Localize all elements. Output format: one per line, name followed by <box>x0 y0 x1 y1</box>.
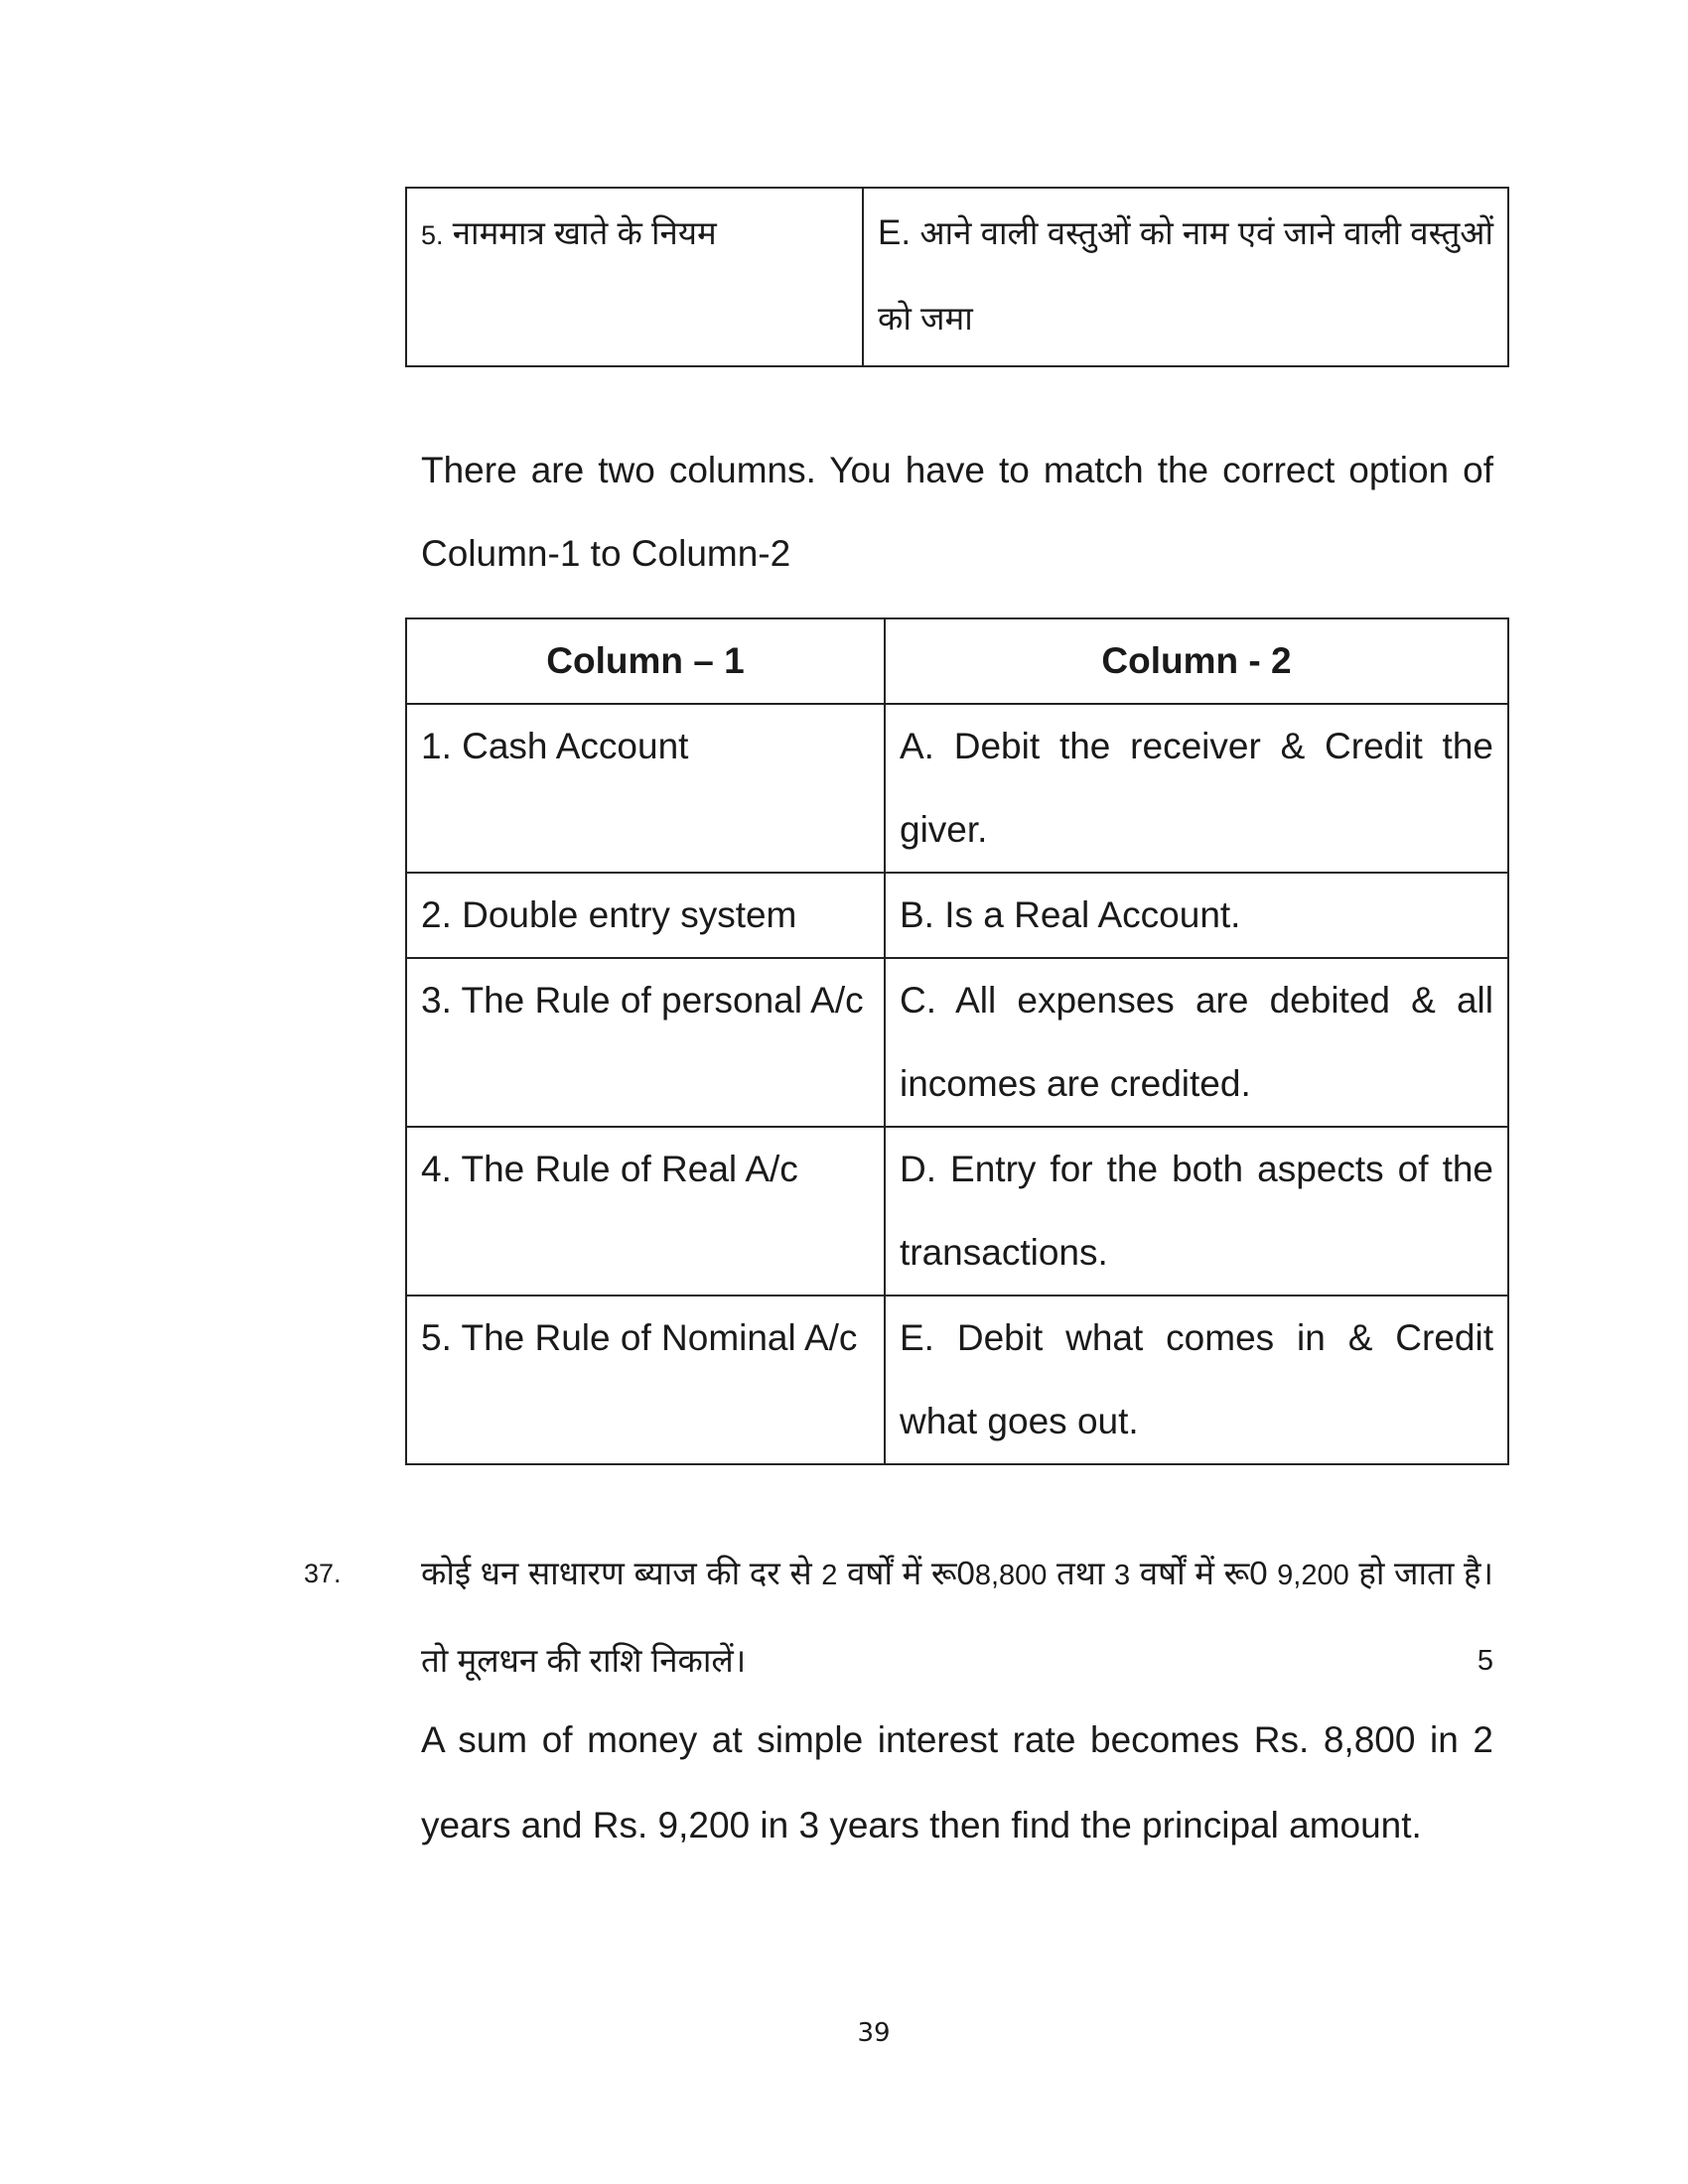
hindi-text: कोई धन साधारण ब्याज की दर से <box>421 1555 812 1591</box>
column-2-cell: C. All expenses are debited & all incomes are credited. <box>885 958 1508 1127</box>
column-1-header: Column – 1 <box>406 618 885 704</box>
item-text: नाममात्र खाते के नियम <box>452 214 717 251</box>
column-2-header: Column - 2 <box>885 618 1508 704</box>
table-header-row <box>406 618 1508 704</box>
hindi-text: तथा <box>1055 1555 1105 1591</box>
table-row <box>406 704 1508 873</box>
hindi-number: 2 <box>821 1560 838 1591</box>
match-columns-table <box>405 617 1509 1465</box>
hindi-number: 9,200 <box>1277 1560 1349 1591</box>
column-1-cell: 1. Cash Account <box>406 704 885 873</box>
column-1-cell: 4. The Rule of Real A/c <box>406 1127 885 1296</box>
table-row <box>406 1296 1508 1464</box>
table-row <box>406 188 1508 366</box>
page-number: 39 <box>857 2018 891 2048</box>
column-2-cell: A. Debit the receiver & Credit the giver. <box>885 704 1508 873</box>
question-english: A sum of money at simple interest rate becomes Rs. 8,800 in 2 years and Rs. 9,200 in 3 years then find the principal amount. <box>421 1719 1493 1845</box>
column-1-cell: 5. The Rule of Nominal A/c <box>406 1296 885 1464</box>
hindi-number: 3 <box>1114 1560 1131 1591</box>
column-2-cell: D. Entry for the both aspects of the transactions. <box>885 1127 1508 1296</box>
hindi-number: 8,800 <box>974 1560 1048 1591</box>
option-letter: E. <box>878 213 912 252</box>
hindi-text: हो जाता है। तो मूलधन की राशि निकालें। <box>421 1555 1493 1679</box>
item-number: 5. <box>421 220 444 250</box>
question-marks: 5 <box>1477 1645 1493 1677</box>
table-cell-left <box>406 188 863 366</box>
column-1-cell: 2. Double entry system <box>406 873 885 958</box>
hindi-rule-table <box>405 187 1509 367</box>
table-row <box>406 1127 1508 1296</box>
hindi-text: वर्षों में रू0 <box>1139 1555 1268 1591</box>
column-2-cell: E. Debit what comes in & Credit what goes out. <box>885 1296 1508 1464</box>
column-1-cell: 3. The Rule of personal A/c <box>406 958 885 1127</box>
option-text: आने वाली वस्तुओं को नाम एवं जाने वाली वस्तुओं को जमा <box>878 214 1493 337</box>
column-2-cell: B. Is a Real Account. <box>885 873 1508 958</box>
instruction-text: There are two columns. You have to match the correct option of Column-1 to Column-2 <box>421 450 1493 574</box>
hindi-text: वर्षों में रू0 <box>846 1555 975 1591</box>
question-hindi <box>421 1531 1493 1704</box>
table-cell-right <box>863 188 1508 366</box>
question-number: 37. <box>304 1559 342 1588</box>
table-row <box>406 958 1508 1127</box>
table-row <box>406 873 1508 958</box>
